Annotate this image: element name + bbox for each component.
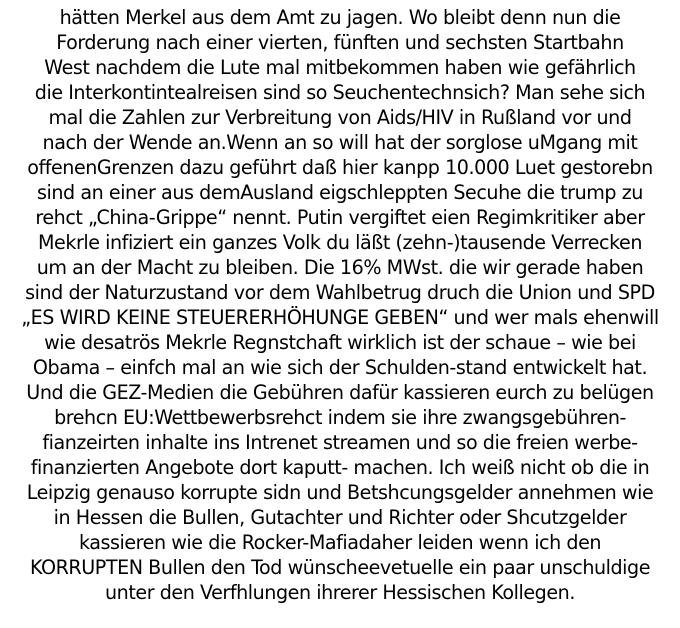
text-line: Forderung nach einer vierten, fünften und sechsten Startbahn: [56, 31, 624, 54]
text-line: sind der Naturzustand vor dem Wahlbetrug druch die Union und SPD: [25, 281, 655, 304]
text-line: Obama – einfch mal an wie sich der Schulden-stand entwickelt hat.: [32, 356, 648, 379]
text-line: die Interkontintealreisen sind so Seuchentechnsich? Man sehe sich: [34, 81, 646, 104]
text-line: sind an einer aus demAusland eigschleppten Secuhe die trump zu: [37, 181, 643, 204]
text-line: Leipzig genauso korrupte sidn und Betshcungsgelder annehmen wie: [26, 481, 654, 504]
text-line: Mekrle infiziert ein ganzes Volk du läßt (zehn-)tausende Verrecken: [37, 231, 642, 254]
text-line: nach der Wende an.Wenn an so will hat der sorglose uMgang mit: [42, 131, 638, 154]
text-paragraph: [0, 5, 680, 605]
text-line: unter den Verfhlungen ihrerer Hessischen Kollegen.: [105, 581, 575, 604]
text-line: kassieren wie die Rocker-Mafiadaher leiden wenn ich den: [78, 531, 602, 554]
text-line: in Hessen die Bullen, Gutachter und Richter oder Shcutzgelder: [53, 506, 627, 529]
text-line: West nachdem die Lute mal mitbekommen haben wie gefährlich: [44, 56, 636, 79]
text-line: „ES WIRD KEINE STEUERERHÖHUNGE GEBEN“ und wer mals ehenwill: [21, 306, 659, 329]
text-line: offenenGrenzen dazu geführt daß hier kanpp 10.000 Luet gestorebn: [27, 156, 653, 179]
text-line: rehct „China-Grippe“ nennt. Putin vergiftet eien Regimkritiker aber: [35, 206, 645, 229]
text-line: mal die Zahlen zur Verbreitung von Aids/HIV in Rußland vor und: [48, 106, 632, 129]
text-line: brehcn EU:Wettbewerbsrehct indem sie ihre zwangsgebühren-: [54, 406, 626, 429]
text-line: wie desatrös Mekrle Regnstchaft wirklich ist der schaue – wie bei: [44, 331, 636, 354]
text-line: finanzierten Angebote dort kaputt- machen. Ich weiß nicht ob die in: [30, 456, 650, 479]
text-line: Und die GEZ-Medien die Gebühren dafür kassieren eurch zu belügen: [26, 381, 654, 404]
text-line: fianzeirten inhalte ins Intrenet streamen und so die freien werbe-: [42, 431, 638, 454]
text-line: hätten Merkel aus dem Amt zu jagen. Wo bleibt denn nun die: [59, 6, 621, 29]
text-line: um an der Macht zu bleiben. Die 16% MWst. die wir gerade haben: [36, 256, 644, 279]
text-line: KORRUPTEN Bullen den Tod wünscheevetuelle ein paar unschuldige: [29, 556, 651, 579]
